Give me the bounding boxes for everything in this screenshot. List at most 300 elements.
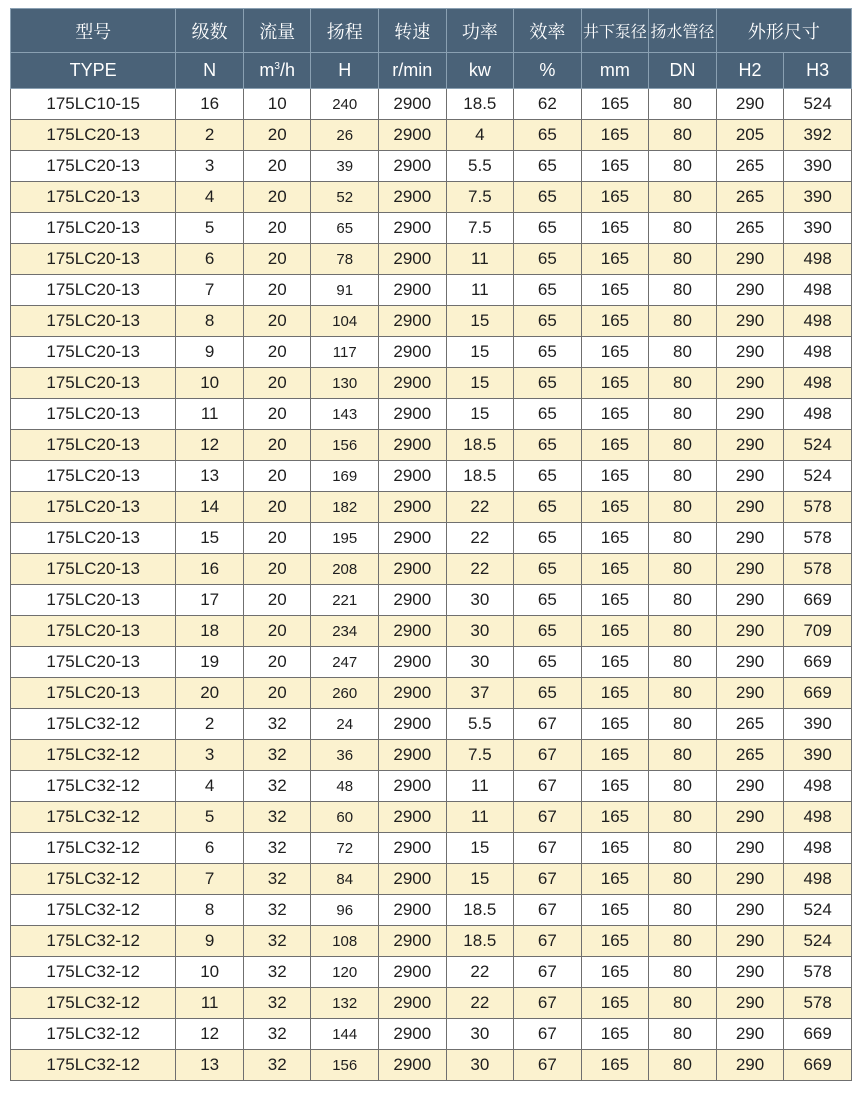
- table-row: [11, 399, 852, 430]
- cell-h3: 578: [784, 523, 852, 554]
- cell-pipe: 80: [649, 709, 717, 740]
- cell-h3: 390: [784, 151, 852, 182]
- cell-speed: 2900: [379, 895, 447, 926]
- cell-flow: 32: [243, 926, 311, 957]
- cell-power: 5.5: [446, 709, 514, 740]
- cell-efficiency: 65: [514, 275, 582, 306]
- cell-head: 169: [311, 461, 379, 492]
- cell-power: 15: [446, 833, 514, 864]
- cell-bore: 165: [581, 275, 649, 306]
- cell-speed: 2900: [379, 585, 447, 616]
- cell-power: 5.5: [446, 151, 514, 182]
- cell-pipe: 80: [649, 802, 717, 833]
- cell-power: 18.5: [446, 430, 514, 461]
- cell-h2: 290: [716, 306, 784, 337]
- cell-bore: 165: [581, 244, 649, 275]
- cell-speed: 2900: [379, 926, 447, 957]
- cell-pipe: 80: [649, 740, 717, 771]
- cell-type: 175LC10-15: [11, 89, 176, 120]
- cell-bore: 165: [581, 461, 649, 492]
- table-row: [11, 833, 852, 864]
- cell-stages: 17: [176, 585, 244, 616]
- unit-speed: r/min: [379, 53, 447, 89]
- cell-h3: 498: [784, 337, 852, 368]
- cell-stages: 5: [176, 213, 244, 244]
- cell-stages: 19: [176, 647, 244, 678]
- cell-type: 175LC20-13: [11, 244, 176, 275]
- table-row: [11, 585, 852, 616]
- cell-speed: 2900: [379, 709, 447, 740]
- cell-bore: 165: [581, 833, 649, 864]
- cell-pipe: 80: [649, 182, 717, 213]
- cell-power: 30: [446, 1019, 514, 1050]
- cell-stages: 9: [176, 337, 244, 368]
- table-row: [11, 647, 852, 678]
- cell-head: 208: [311, 554, 379, 585]
- cell-efficiency: 65: [514, 151, 582, 182]
- cell-type: 175LC32-12: [11, 740, 176, 771]
- cell-efficiency: 65: [514, 461, 582, 492]
- unit-type: TYPE: [11, 53, 176, 89]
- cell-type: 175LC32-12: [11, 1019, 176, 1050]
- cell-bore: 165: [581, 926, 649, 957]
- cell-flow: 20: [243, 554, 311, 585]
- cell-h2: 290: [716, 337, 784, 368]
- cell-power: 22: [446, 988, 514, 1019]
- cell-power: 30: [446, 585, 514, 616]
- cell-type: 175LC20-13: [11, 399, 176, 430]
- cell-type: 175LC20-13: [11, 492, 176, 523]
- cell-head: 156: [311, 430, 379, 461]
- cell-h2: 290: [716, 771, 784, 802]
- cell-pipe: 80: [649, 461, 717, 492]
- cell-head: 65: [311, 213, 379, 244]
- cell-speed: 2900: [379, 430, 447, 461]
- cell-pipe: 80: [649, 430, 717, 461]
- cell-speed: 2900: [379, 864, 447, 895]
- cell-speed: 2900: [379, 554, 447, 585]
- cell-stages: 9: [176, 926, 244, 957]
- cell-speed: 2900: [379, 957, 447, 988]
- cell-stages: 6: [176, 833, 244, 864]
- unit-stages: N: [176, 53, 244, 89]
- cell-speed: 2900: [379, 988, 447, 1019]
- cell-bore: 165: [581, 585, 649, 616]
- cell-speed: 2900: [379, 399, 447, 430]
- col-header-efficiency: 效率: [514, 9, 582, 53]
- table-row: [11, 709, 852, 740]
- cell-flow: 32: [243, 802, 311, 833]
- cell-bore: 165: [581, 647, 649, 678]
- cell-type: 175LC32-12: [11, 802, 176, 833]
- cell-h2: 290: [716, 368, 784, 399]
- cell-efficiency: 65: [514, 585, 582, 616]
- cell-pipe: 80: [649, 368, 717, 399]
- cell-h3: 498: [784, 771, 852, 802]
- cell-type: 175LC20-13: [11, 616, 176, 647]
- cell-h3: 709: [784, 616, 852, 647]
- cell-bore: 165: [581, 740, 649, 771]
- cell-speed: 2900: [379, 244, 447, 275]
- cell-head: 117: [311, 337, 379, 368]
- cell-h3: 524: [784, 430, 852, 461]
- col-header-bore: 井下泵径: [581, 9, 649, 53]
- cell-type: 175LC20-13: [11, 368, 176, 399]
- cell-speed: 2900: [379, 120, 447, 151]
- unit-flow-tail: /h: [279, 60, 295, 80]
- cell-power: 11: [446, 275, 514, 306]
- cell-type: 175LC20-13: [11, 120, 176, 151]
- cell-stages: 15: [176, 523, 244, 554]
- cell-head: 143: [311, 399, 379, 430]
- cell-h2: 290: [716, 244, 784, 275]
- col-header-flow: 流量: [243, 9, 311, 53]
- unit-pipe: DN: [649, 53, 717, 89]
- cell-head: 104: [311, 306, 379, 337]
- cell-efficiency: 67: [514, 864, 582, 895]
- cell-efficiency: 65: [514, 182, 582, 213]
- cell-speed: 2900: [379, 523, 447, 554]
- cell-efficiency: 67: [514, 895, 582, 926]
- cell-type: 175LC32-12: [11, 895, 176, 926]
- cell-head: 132: [311, 988, 379, 1019]
- cell-efficiency: 65: [514, 523, 582, 554]
- cell-efficiency: 65: [514, 616, 582, 647]
- cell-flow: 20: [243, 616, 311, 647]
- cell-efficiency: 65: [514, 368, 582, 399]
- cell-efficiency: 65: [514, 492, 582, 523]
- cell-h3: 498: [784, 368, 852, 399]
- table-row: [11, 988, 852, 1019]
- cell-bore: 165: [581, 554, 649, 585]
- header-row-units: [11, 53, 852, 89]
- cell-type: 175LC20-13: [11, 430, 176, 461]
- cell-speed: 2900: [379, 1019, 447, 1050]
- cell-efficiency: 65: [514, 337, 582, 368]
- cell-stages: 6: [176, 244, 244, 275]
- cell-type: 175LC32-12: [11, 833, 176, 864]
- unit-efficiency: %: [514, 53, 582, 89]
- cell-power: 30: [446, 616, 514, 647]
- cell-h2: 290: [716, 802, 784, 833]
- cell-flow: 20: [243, 523, 311, 554]
- cell-h3: 390: [784, 182, 852, 213]
- cell-power: 15: [446, 306, 514, 337]
- cell-pipe: 80: [649, 988, 717, 1019]
- cell-flow: 20: [243, 430, 311, 461]
- cell-flow: 20: [243, 678, 311, 709]
- table-row: [11, 461, 852, 492]
- cell-efficiency: 67: [514, 926, 582, 957]
- cell-pipe: 80: [649, 678, 717, 709]
- cell-power: 7.5: [446, 182, 514, 213]
- cell-flow: 32: [243, 1019, 311, 1050]
- cell-efficiency: 65: [514, 306, 582, 337]
- table-row: [11, 678, 852, 709]
- cell-stages: 4: [176, 182, 244, 213]
- cell-head: 36: [311, 740, 379, 771]
- cell-flow: 10: [243, 89, 311, 120]
- cell-power: 15: [446, 399, 514, 430]
- cell-h2: 290: [716, 430, 784, 461]
- table-row: [11, 306, 852, 337]
- cell-bore: 165: [581, 120, 649, 151]
- unit-h2: H2: [716, 53, 784, 89]
- cell-efficiency: 65: [514, 213, 582, 244]
- col-header-power: 功率: [446, 9, 514, 53]
- cell-efficiency: 65: [514, 399, 582, 430]
- cell-pipe: 80: [649, 833, 717, 864]
- cell-stages: 2: [176, 120, 244, 151]
- cell-speed: 2900: [379, 616, 447, 647]
- cell-stages: 7: [176, 864, 244, 895]
- cell-h3: 669: [784, 678, 852, 709]
- cell-speed: 2900: [379, 275, 447, 306]
- table-body: [11, 89, 852, 1081]
- cell-type: 175LC32-12: [11, 864, 176, 895]
- cell-power: 11: [446, 802, 514, 833]
- cell-flow: 20: [243, 151, 311, 182]
- cell-bore: 165: [581, 306, 649, 337]
- cell-h3: 390: [784, 709, 852, 740]
- cell-flow: 20: [243, 461, 311, 492]
- table-row: [11, 430, 852, 461]
- cell-efficiency: 65: [514, 647, 582, 678]
- table-row: [11, 213, 852, 244]
- cell-bore: 165: [581, 957, 649, 988]
- cell-power: 15: [446, 368, 514, 399]
- table-row: [11, 337, 852, 368]
- cell-h3: 498: [784, 275, 852, 306]
- cell-efficiency: 67: [514, 1050, 582, 1081]
- cell-flow: 20: [243, 182, 311, 213]
- cell-flow: 32: [243, 1050, 311, 1081]
- cell-type: 175LC20-13: [11, 585, 176, 616]
- cell-type: 175LC20-13: [11, 461, 176, 492]
- cell-bore: 165: [581, 988, 649, 1019]
- cell-bore: 165: [581, 616, 649, 647]
- cell-flow: 32: [243, 864, 311, 895]
- cell-type: 175LC20-13: [11, 337, 176, 368]
- cell-h2: 265: [716, 740, 784, 771]
- cell-h3: 498: [784, 864, 852, 895]
- cell-h2: 290: [716, 1019, 784, 1050]
- cell-h3: 524: [784, 895, 852, 926]
- cell-h2: 265: [716, 182, 784, 213]
- cell-head: 108: [311, 926, 379, 957]
- cell-h2: 290: [716, 1050, 784, 1081]
- table-row: [11, 926, 852, 957]
- cell-stages: 5: [176, 802, 244, 833]
- cell-power: 4: [446, 120, 514, 151]
- unit-flow-base: m: [259, 60, 275, 80]
- cell-flow: 32: [243, 740, 311, 771]
- cell-bore: 165: [581, 430, 649, 461]
- cell-h2: 290: [716, 399, 784, 430]
- cell-bore: 165: [581, 678, 649, 709]
- cell-bore: 165: [581, 213, 649, 244]
- cell-power: 11: [446, 244, 514, 275]
- cell-h2: 290: [716, 988, 784, 1019]
- cell-power: 37: [446, 678, 514, 709]
- cell-speed: 2900: [379, 89, 447, 120]
- cell-head: 247: [311, 647, 379, 678]
- cell-head: 240: [311, 89, 379, 120]
- cell-stages: 10: [176, 957, 244, 988]
- cell-speed: 2900: [379, 337, 447, 368]
- cell-h3: 578: [784, 492, 852, 523]
- cell-efficiency: 65: [514, 244, 582, 275]
- cell-type: 175LC20-13: [11, 647, 176, 678]
- cell-h3: 390: [784, 213, 852, 244]
- cell-h3: 578: [784, 957, 852, 988]
- cell-flow: 20: [243, 647, 311, 678]
- cell-type: 175LC32-12: [11, 926, 176, 957]
- cell-h2: 290: [716, 678, 784, 709]
- cell-h3: 578: [784, 988, 852, 1019]
- cell-h3: 498: [784, 244, 852, 275]
- cell-pipe: 80: [649, 864, 717, 895]
- cell-h3: 669: [784, 585, 852, 616]
- cell-h3: 669: [784, 1050, 852, 1081]
- cell-stages: 8: [176, 895, 244, 926]
- cell-head: 144: [311, 1019, 379, 1050]
- cell-h2: 290: [716, 616, 784, 647]
- cell-bore: 165: [581, 492, 649, 523]
- cell-efficiency: 67: [514, 957, 582, 988]
- cell-head: 234: [311, 616, 379, 647]
- cell-head: 195: [311, 523, 379, 554]
- cell-pipe: 80: [649, 120, 717, 151]
- cell-pipe: 80: [649, 957, 717, 988]
- cell-h2: 290: [716, 523, 784, 554]
- cell-head: 130: [311, 368, 379, 399]
- cell-bore: 165: [581, 399, 649, 430]
- unit-power: kw: [446, 53, 514, 89]
- cell-h2: 290: [716, 647, 784, 678]
- cell-head: 52: [311, 182, 379, 213]
- cell-head: 60: [311, 802, 379, 833]
- table-row: [11, 616, 852, 647]
- cell-type: 175LC20-13: [11, 213, 176, 244]
- table-row: [11, 864, 852, 895]
- cell-efficiency: 67: [514, 802, 582, 833]
- cell-h2: 290: [716, 833, 784, 864]
- cell-speed: 2900: [379, 182, 447, 213]
- pump-spec-table: [10, 8, 852, 1081]
- cell-type: 175LC20-13: [11, 523, 176, 554]
- cell-pipe: 80: [649, 213, 717, 244]
- cell-head: 91: [311, 275, 379, 306]
- table-row: [11, 740, 852, 771]
- cell-h2: 290: [716, 89, 784, 120]
- cell-h2: 290: [716, 864, 784, 895]
- cell-power: 7.5: [446, 213, 514, 244]
- col-header-pipe: 扬水管径: [649, 9, 717, 53]
- col-header-speed: 转速: [379, 9, 447, 53]
- cell-type: 175LC20-13: [11, 151, 176, 182]
- cell-flow: 32: [243, 988, 311, 1019]
- cell-h2: 290: [716, 554, 784, 585]
- cell-stages: 13: [176, 1050, 244, 1081]
- table-row: [11, 802, 852, 833]
- cell-h2: 290: [716, 895, 784, 926]
- cell-efficiency: 67: [514, 709, 582, 740]
- unit-head: H: [311, 53, 379, 89]
- cell-head: 260: [311, 678, 379, 709]
- cell-bore: 165: [581, 864, 649, 895]
- cell-speed: 2900: [379, 1050, 447, 1081]
- cell-pipe: 80: [649, 337, 717, 368]
- cell-pipe: 80: [649, 895, 717, 926]
- cell-pipe: 80: [649, 492, 717, 523]
- table-row: [11, 89, 852, 120]
- cell-h2: 290: [716, 957, 784, 988]
- unit-flow: [243, 53, 311, 89]
- cell-pipe: 80: [649, 1019, 717, 1050]
- cell-head: 78: [311, 244, 379, 275]
- cell-head: 26: [311, 120, 379, 151]
- cell-pipe: 80: [649, 1050, 717, 1081]
- cell-pipe: 80: [649, 585, 717, 616]
- table-row: [11, 182, 852, 213]
- cell-h2: 290: [716, 926, 784, 957]
- cell-bore: 165: [581, 1019, 649, 1050]
- cell-flow: 32: [243, 833, 311, 864]
- cell-bore: 165: [581, 802, 649, 833]
- cell-type: 175LC32-12: [11, 771, 176, 802]
- cell-h2: 205: [716, 120, 784, 151]
- cell-stages: 8: [176, 306, 244, 337]
- cell-stages: 11: [176, 988, 244, 1019]
- cell-bore: 165: [581, 151, 649, 182]
- cell-power: 30: [446, 647, 514, 678]
- cell-power: 15: [446, 864, 514, 895]
- cell-pipe: 80: [649, 926, 717, 957]
- cell-efficiency: 67: [514, 740, 582, 771]
- cell-power: 30: [446, 1050, 514, 1081]
- cell-head: 39: [311, 151, 379, 182]
- cell-head: 120: [311, 957, 379, 988]
- cell-head: 156: [311, 1050, 379, 1081]
- cell-h3: 390: [784, 740, 852, 771]
- table-row: [11, 120, 852, 151]
- cell-stages: 2: [176, 709, 244, 740]
- cell-power: 22: [446, 554, 514, 585]
- table-row: [11, 492, 852, 523]
- cell-bore: 165: [581, 182, 649, 213]
- cell-type: 175LC32-12: [11, 1050, 176, 1081]
- cell-speed: 2900: [379, 802, 447, 833]
- cell-power: 18.5: [446, 89, 514, 120]
- cell-type: 175LC32-12: [11, 709, 176, 740]
- cell-h3: 524: [784, 89, 852, 120]
- cell-speed: 2900: [379, 151, 447, 182]
- cell-speed: 2900: [379, 368, 447, 399]
- cell-bore: 165: [581, 1050, 649, 1081]
- cell-pipe: 80: [649, 399, 717, 430]
- cell-h3: 669: [784, 647, 852, 678]
- cell-flow: 32: [243, 771, 311, 802]
- cell-head: 72: [311, 833, 379, 864]
- cell-flow: 20: [243, 120, 311, 151]
- col-header-stages: 级数: [176, 9, 244, 53]
- cell-head: 221: [311, 585, 379, 616]
- table-header: [11, 9, 852, 89]
- cell-pipe: 80: [649, 275, 717, 306]
- cell-stages: 3: [176, 151, 244, 182]
- cell-stages: 3: [176, 740, 244, 771]
